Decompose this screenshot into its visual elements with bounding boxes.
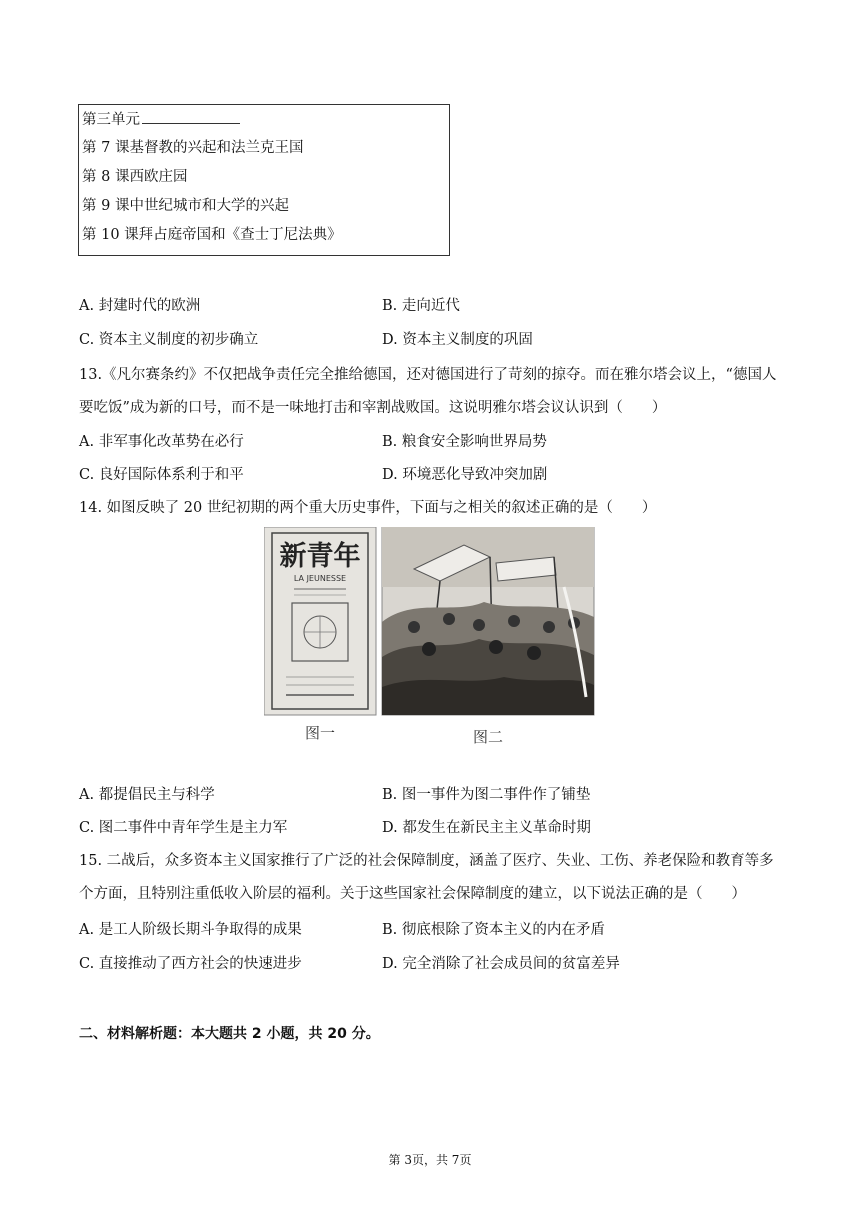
q14-figure [264,527,596,755]
magazine-title: 新青年 [279,541,361,572]
q12-option-c: C. 资本主义制度的初步确立 [79,332,259,348]
lesson-7: 第 7 课基督教的兴起和法兰克王国 [82,140,304,156]
q14-option-d: D. 都发生在新民主主义革命时期 [382,820,591,836]
q12-option-b: B. 走向近代 [382,298,460,314]
q13-option-c: C. 良好国际体系利于和平 [79,467,244,483]
q15-option-c: C. 直接推动了西方社会的快速进步 [79,956,302,972]
unit-title: 第三单元 [82,109,240,130]
q14-option-a: A. 都提倡民主与科学 [79,787,215,803]
q13-option-d: D. 环境恶化导致冲突加剧 [382,467,548,483]
page-number: 第 3页，共 7页 [388,1153,472,1167]
q15-option-d: D. 完全消除了社会成员间的贫富差异 [382,956,620,972]
q13-stem: 13.《凡尔赛条约》不仅把战争责任完全推给德国，还对德国进行了苛刻的掠夺。而在雅尔塔会议上，“德国人要吃饭”成为新的口号，而不是一味地打击和宰割战败国。这说明雅尔塔会议认识到（ ） [79,367,777,416]
figure-2-protest-photo [382,527,594,715]
q13-option-b: B. 粮食安全影响世界局势 [382,434,547,450]
q12-option-a: A. 封建时代的欧洲 [79,298,201,314]
answer-blank [142,109,240,124]
q13-option-a: A. 非军事化改革势在必行 [79,434,244,450]
q15-stem: 15. 二战后，众多资本主义国家推行了广泛的社会保障制度，涵盖了医疗、失业、工伤、养老保险和教育等多个方面，且特别注重低收入阶层的福利。关于这些国家社会保障制度的建立，以下说法正确的是（ ） [79,853,774,902]
figure-2-caption: 图二 [472,728,504,746]
q14-option-c: C. 图二事件中青年学生是主力军 [79,820,288,836]
q15-option-b: B. 彻底根除了资本主义的内在矛盾 [382,922,605,938]
q14-stem: 14. 如图反映了 20 世纪初期的两个重大历史事件，下面与之相关的叙述正确的是（ ） [79,500,657,516]
magazine-subtitle: LA JEUNESSE [293,574,347,583]
q12-option-d: D. 资本主义制度的巩固 [382,332,533,348]
lesson-9: 第 9 课中世纪城市和大学的兴起 [82,198,289,214]
q15-option-a: A. 是工人阶级长期斗争取得的成果 [79,922,302,938]
lesson-10: 第 10 课拜占庭帝国和《查士丁尼法典》 [82,227,342,243]
lesson-8: 第 8 课西欧庄园 [82,169,188,185]
section-heading: 二、材料解析题：本大题共 2 小题，共 20 分。 [79,1026,380,1042]
q14-option-b: B. 图一事件为图二事件作了铺垫 [382,787,591,803]
figure-1-caption: 图一 [304,724,336,742]
unit-table [78,104,450,256]
figure-1-magazine-cover [264,527,376,715]
